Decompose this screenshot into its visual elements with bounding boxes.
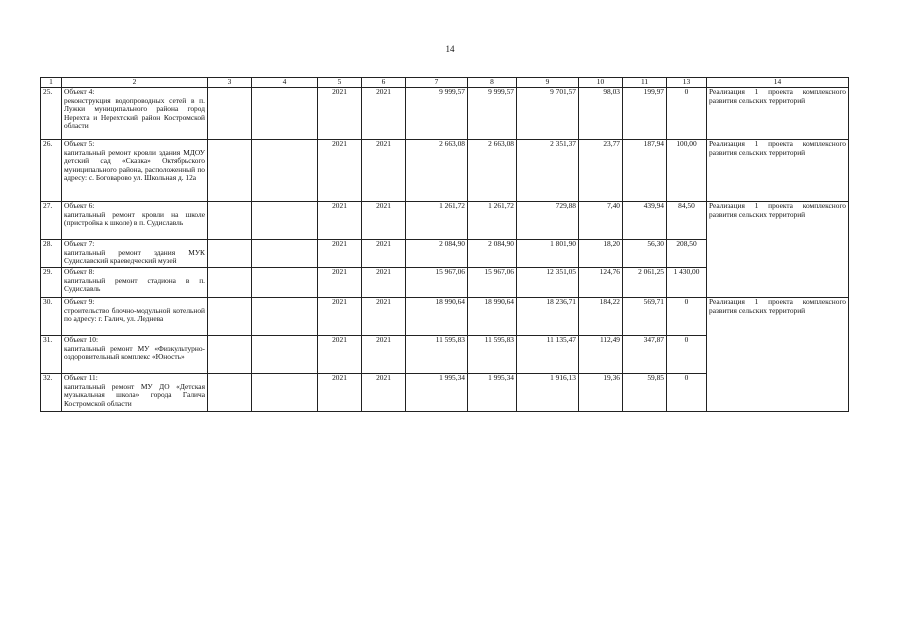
value-cell-c13: 208,50	[667, 240, 707, 268]
object-description: реконструкция водопроводных сетей в п. Лужки муниципального района город Нерехта и Нерехтский район Костромской области	[64, 95, 205, 131]
note-text: Реализация 1 проекта комплексного развития сельских территорий	[709, 297, 846, 315]
header-cell: 7	[406, 78, 468, 88]
value-cell-c10: 7,40	[579, 202, 623, 240]
object-title: Объект 9:	[64, 297, 95, 306]
value-cell-c13: 0	[667, 374, 707, 412]
value-cell-c3	[208, 268, 252, 298]
value-cell-c10: 98,03	[579, 88, 623, 140]
value-cell-c9: 1 801,90	[517, 240, 579, 268]
header-cell: 13	[667, 78, 707, 88]
objects-table	[40, 77, 849, 412]
value-cell-c9: 18 236,71	[517, 298, 579, 336]
table-body	[41, 88, 849, 412]
value-cell-c7: 11 595,83	[406, 336, 468, 374]
value-cell-c7: 18 990,64	[406, 298, 468, 336]
object-title: Объект 11:	[64, 373, 98, 382]
value-cell-c7: 1 995,34	[406, 374, 468, 412]
value-cell-c3	[208, 240, 252, 268]
value-cell-c4	[252, 298, 318, 336]
value-cell-c3	[208, 374, 252, 412]
row-number: 31.	[41, 336, 62, 374]
note-cell	[707, 202, 849, 298]
value-cell-c8: 11 595,83	[468, 336, 517, 374]
value-cell-c8: 18 990,64	[468, 298, 517, 336]
object-cell	[62, 140, 208, 202]
value-cell-c8: 1 995,34	[468, 374, 517, 412]
value-cell-c3	[208, 298, 252, 336]
value-cell-c13: 1 430,00	[667, 268, 707, 298]
object-cell	[62, 336, 208, 374]
value-cell-c8: 2 663,08	[468, 140, 517, 202]
object-title: Объект 4:	[64, 87, 95, 96]
row-number: 29.	[41, 268, 62, 298]
row-number: 25.	[41, 88, 62, 140]
object-description: капитальный ремонт МУ «Физкультурно-оздоровительный комплекс «Юность»	[64, 343, 205, 362]
value-cell-c6: 2021	[362, 140, 406, 202]
value-cell-c10: 19,36	[579, 374, 623, 412]
value-cell-c11: 187,94	[623, 140, 667, 202]
header-cell: 1	[41, 78, 62, 88]
value-cell-c8: 1 261,72	[468, 202, 517, 240]
value-cell-c10: 23,77	[579, 140, 623, 202]
value-cell-c11: 439,94	[623, 202, 667, 240]
value-cell-c10: 18,20	[579, 240, 623, 268]
value-cell-c5: 2021	[318, 336, 362, 374]
object-cell	[62, 374, 208, 412]
value-cell-c7: 15 967,06	[406, 268, 468, 298]
row-number: 32.	[41, 374, 62, 412]
value-cell-c4	[252, 374, 318, 412]
value-cell-c5: 2021	[318, 202, 362, 240]
value-cell-c8: 2 084,90	[468, 240, 517, 268]
object-title: Объект 5:	[64, 139, 95, 148]
object-title: Объект 10:	[64, 335, 99, 344]
row-number: 27.	[41, 202, 62, 240]
value-cell-c4	[252, 88, 318, 140]
header-cell: 4	[252, 78, 318, 88]
value-cell-c5: 2021	[318, 298, 362, 336]
value-cell-c7: 1 261,72	[406, 202, 468, 240]
header-row	[41, 78, 849, 88]
value-cell-c6: 2021	[362, 336, 406, 374]
note-cell	[707, 140, 849, 202]
value-cell-c9: 2 351,37	[517, 140, 579, 202]
table-row	[41, 140, 849, 202]
value-cell-c11: 347,87	[623, 336, 667, 374]
value-cell-c9: 12 351,05	[517, 268, 579, 298]
note-text: Реализация 1 проекта комплексного развития сельских территорий	[709, 139, 846, 157]
note-cell	[707, 88, 849, 140]
object-title: Объект 7:	[64, 239, 95, 248]
value-cell-c10: 184,22	[579, 298, 623, 336]
object-description: капитальный ремонт МУ ДО «Детская музыкальная школа» города Галича Костромской области	[64, 381, 205, 408]
value-cell-c11: 569,71	[623, 298, 667, 336]
value-cell-c5: 2021	[318, 140, 362, 202]
table-row	[41, 202, 849, 240]
table-row	[41, 88, 849, 140]
value-cell-c9: 729,88	[517, 202, 579, 240]
value-cell-c6: 2021	[362, 202, 406, 240]
header-cell: 5	[318, 78, 362, 88]
value-cell-c11: 59,85	[623, 374, 667, 412]
value-cell-c11: 2 061,25	[623, 268, 667, 298]
value-cell-c5: 2021	[318, 374, 362, 412]
value-cell-c9: 1 916,13	[517, 374, 579, 412]
value-cell-c5: 2021	[318, 268, 362, 298]
object-cell	[62, 88, 208, 140]
value-cell-c6: 2021	[362, 240, 406, 268]
object-description: капитальный ремонт стадиона в п. Судиславль	[64, 275, 205, 294]
value-cell-c4	[252, 202, 318, 240]
header-cell: 2	[62, 78, 208, 88]
value-cell-c4	[252, 240, 318, 268]
object-description: капитальный ремонт здания МУК Судиславский краеведческий музей	[64, 247, 205, 266]
object-cell	[62, 202, 208, 240]
value-cell-c13: 100,00	[667, 140, 707, 202]
header-cell: 9	[517, 78, 579, 88]
note-text: Реализация 1 проекта комплексного развития сельских территорий	[709, 201, 846, 219]
table-row	[41, 298, 849, 336]
value-cell-c5: 2021	[318, 88, 362, 140]
value-cell-c4	[252, 268, 318, 298]
value-cell-c11: 56,30	[623, 240, 667, 268]
value-cell-c5: 2021	[318, 240, 362, 268]
value-cell-c6: 2021	[362, 298, 406, 336]
object-cell	[62, 240, 208, 268]
value-cell-c13: 0	[667, 298, 707, 336]
value-cell-c6: 2021	[362, 374, 406, 412]
value-cell-c9: 9 701,57	[517, 88, 579, 140]
object-title: Объект 8:	[64, 267, 95, 276]
value-cell-c6: 2021	[362, 268, 406, 298]
header-cell: 14	[707, 78, 849, 88]
page-number: 14	[445, 44, 455, 54]
header-cell: 10	[579, 78, 623, 88]
object-description: капитальный ремонт кровли здания МДОУ детский сад «Сказка» Октябрьского муниципального района, расположенный по адресу: с. Боговарово ул. Школьная д. 12а	[64, 147, 205, 183]
value-cell-c6: 2021	[362, 88, 406, 140]
value-cell-c9: 11 135,47	[517, 336, 579, 374]
object-cell	[62, 298, 208, 336]
object-description: строительство блочно-модульной котельной по адресу: г. Галич, ул. Леднева	[64, 305, 205, 324]
note-cell	[707, 298, 849, 412]
object-description: капитальный ремонт кровли на школе (пристройка к школе) в п. Судиславль	[64, 209, 205, 228]
value-cell-c7: 2 084,90	[406, 240, 468, 268]
value-cell-c3	[208, 336, 252, 374]
row-number: 30.	[41, 298, 62, 336]
value-cell-c13: 0	[667, 336, 707, 374]
header-cell: 3	[208, 78, 252, 88]
object-title: Объект 6:	[64, 201, 95, 210]
value-cell-c3	[208, 140, 252, 202]
value-cell-c13: 84,50	[667, 202, 707, 240]
value-cell-c11: 199,97	[623, 88, 667, 140]
value-cell-c4	[252, 336, 318, 374]
value-cell-c4	[252, 140, 318, 202]
header-cell: 6	[362, 78, 406, 88]
value-cell-c8: 15 967,06	[468, 268, 517, 298]
value-cell-c3	[208, 202, 252, 240]
value-cell-c3	[208, 88, 252, 140]
note-text: Реализация 1 проекта комплексного развития сельских территорий	[709, 87, 846, 105]
header-cell: 8	[468, 78, 517, 88]
value-cell-c13: 0	[667, 88, 707, 140]
value-cell-c7: 9 999,57	[406, 88, 468, 140]
value-cell-c10: 124,76	[579, 268, 623, 298]
row-number: 28.	[41, 240, 62, 268]
value-cell-c8: 9 999,57	[468, 88, 517, 140]
value-cell-c7: 2 663,08	[406, 140, 468, 202]
row-number: 26.	[41, 140, 62, 202]
value-cell-c10: 112,49	[579, 336, 623, 374]
header-cell: 11	[623, 78, 667, 88]
object-cell	[62, 268, 208, 298]
